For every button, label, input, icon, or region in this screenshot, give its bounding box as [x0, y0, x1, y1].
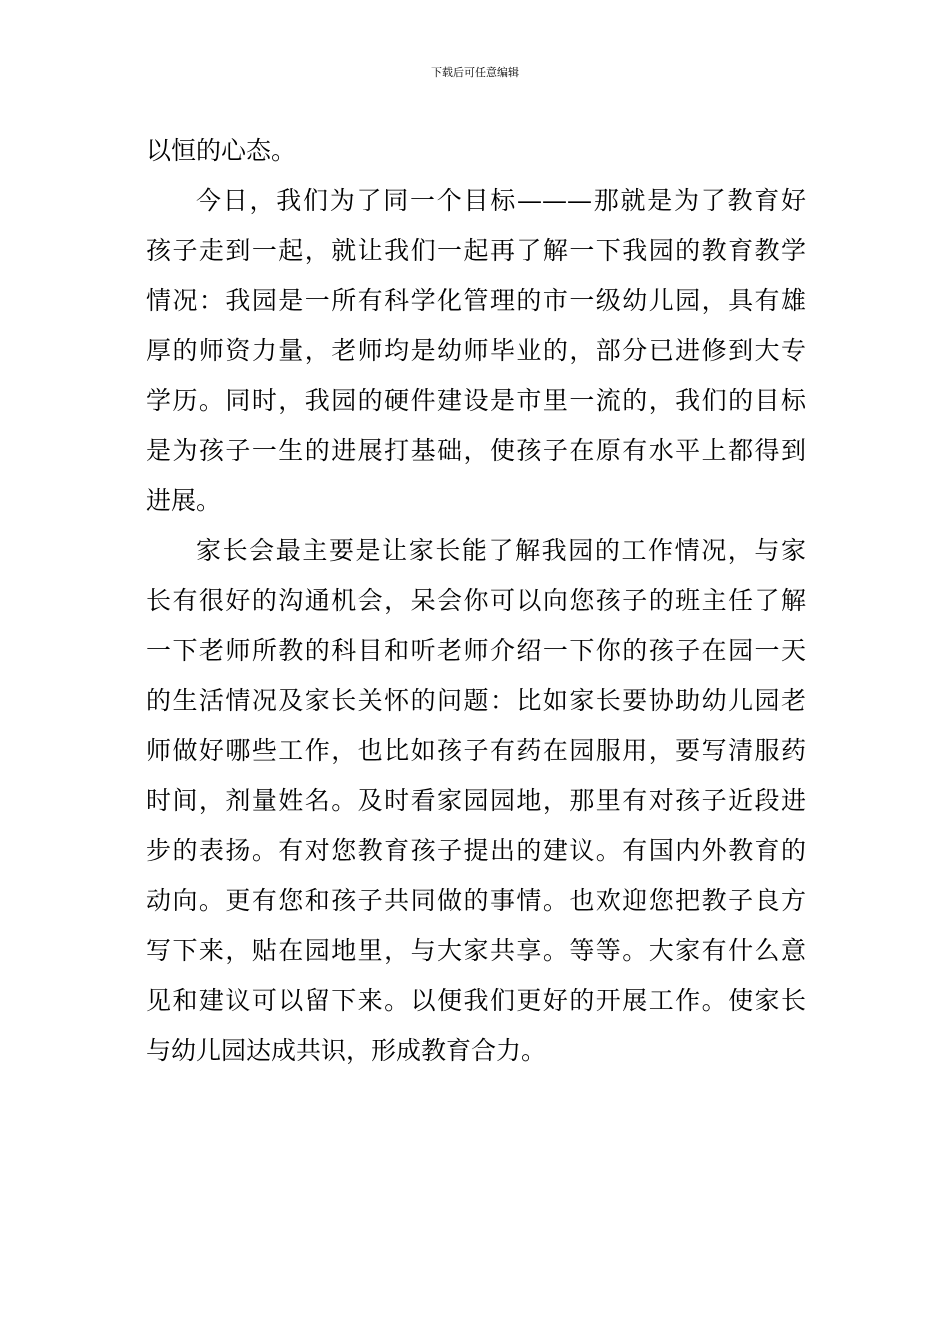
paragraph-3-line-9: 写下来，贴在园地里，与大家共享。等等。大家有什么意: [146, 936, 806, 965]
paragraph-3-line-2: 长有很好的沟通机会，呆会你可以向您孩子的班主任了解: [146, 586, 806, 615]
paragraph-2-line-4: 厚的师资力量，老师均是幼师毕业的，部分已进修到大专: [146, 336, 806, 365]
paragraph-3-line-11: 与幼儿园达成共识，形成教育合力。: [146, 1036, 547, 1065]
paragraph-3-line-6: 时间，剂量姓名。及时看家园园地，那里有对孩子近段进: [146, 786, 806, 815]
paragraph-3-line-7: 步的表扬。有对您教育孩子提出的建议。有国内外教育的: [146, 836, 806, 865]
paragraph-3-line-3: 一下老师所教的科目和听老师介绍一下你的孩子在园一天: [146, 636, 806, 665]
paragraph-3-line-8: 动向。更有您和孩子共同做的事情。也欢迎您把教子良方: [146, 886, 806, 915]
paragraph-2-line-3: 情况：我园是一所有科学化管理的市一级幼儿园，具有雄: [146, 286, 806, 315]
paragraph-2-line-5: 学历。同时，我园的硬件建设是市里一流的，我们的目标: [146, 386, 806, 415]
document-body: [146, 126, 806, 1076]
paragraph-3-line-4: 的生活情况及家长关怀的问题：比如家长要协助幼儿园老: [146, 686, 806, 715]
paragraph-2-line-1: 今日，我们为了同一个目标———那就是为了教育好: [196, 186, 806, 215]
paragraph-2-line-7: 进展。: [146, 486, 222, 515]
page-header-note: 下载后可任意编辑: [431, 66, 519, 79]
paragraph-3-line-1: 家长会最主要是让家长能了解我园的工作情况，与家: [196, 536, 806, 565]
paragraph-2-line-2: 孩子走到一起，就让我们一起再了解一下我园的教育教学: [146, 236, 806, 265]
paragraph-1-line-1: 以恒的心态。: [146, 136, 297, 165]
paragraph-3-line-10: 见和建议可以留下来。以便我们更好的开展工作。使家长: [146, 986, 806, 1015]
paragraph-3-line-5: 师做好哪些工作，也比如孩子有药在园服用，要写清服药: [146, 736, 806, 765]
paragraph-2-line-6: 是为孩子一生的进展打基础，使孩子在原有水平上都得到: [146, 436, 806, 465]
